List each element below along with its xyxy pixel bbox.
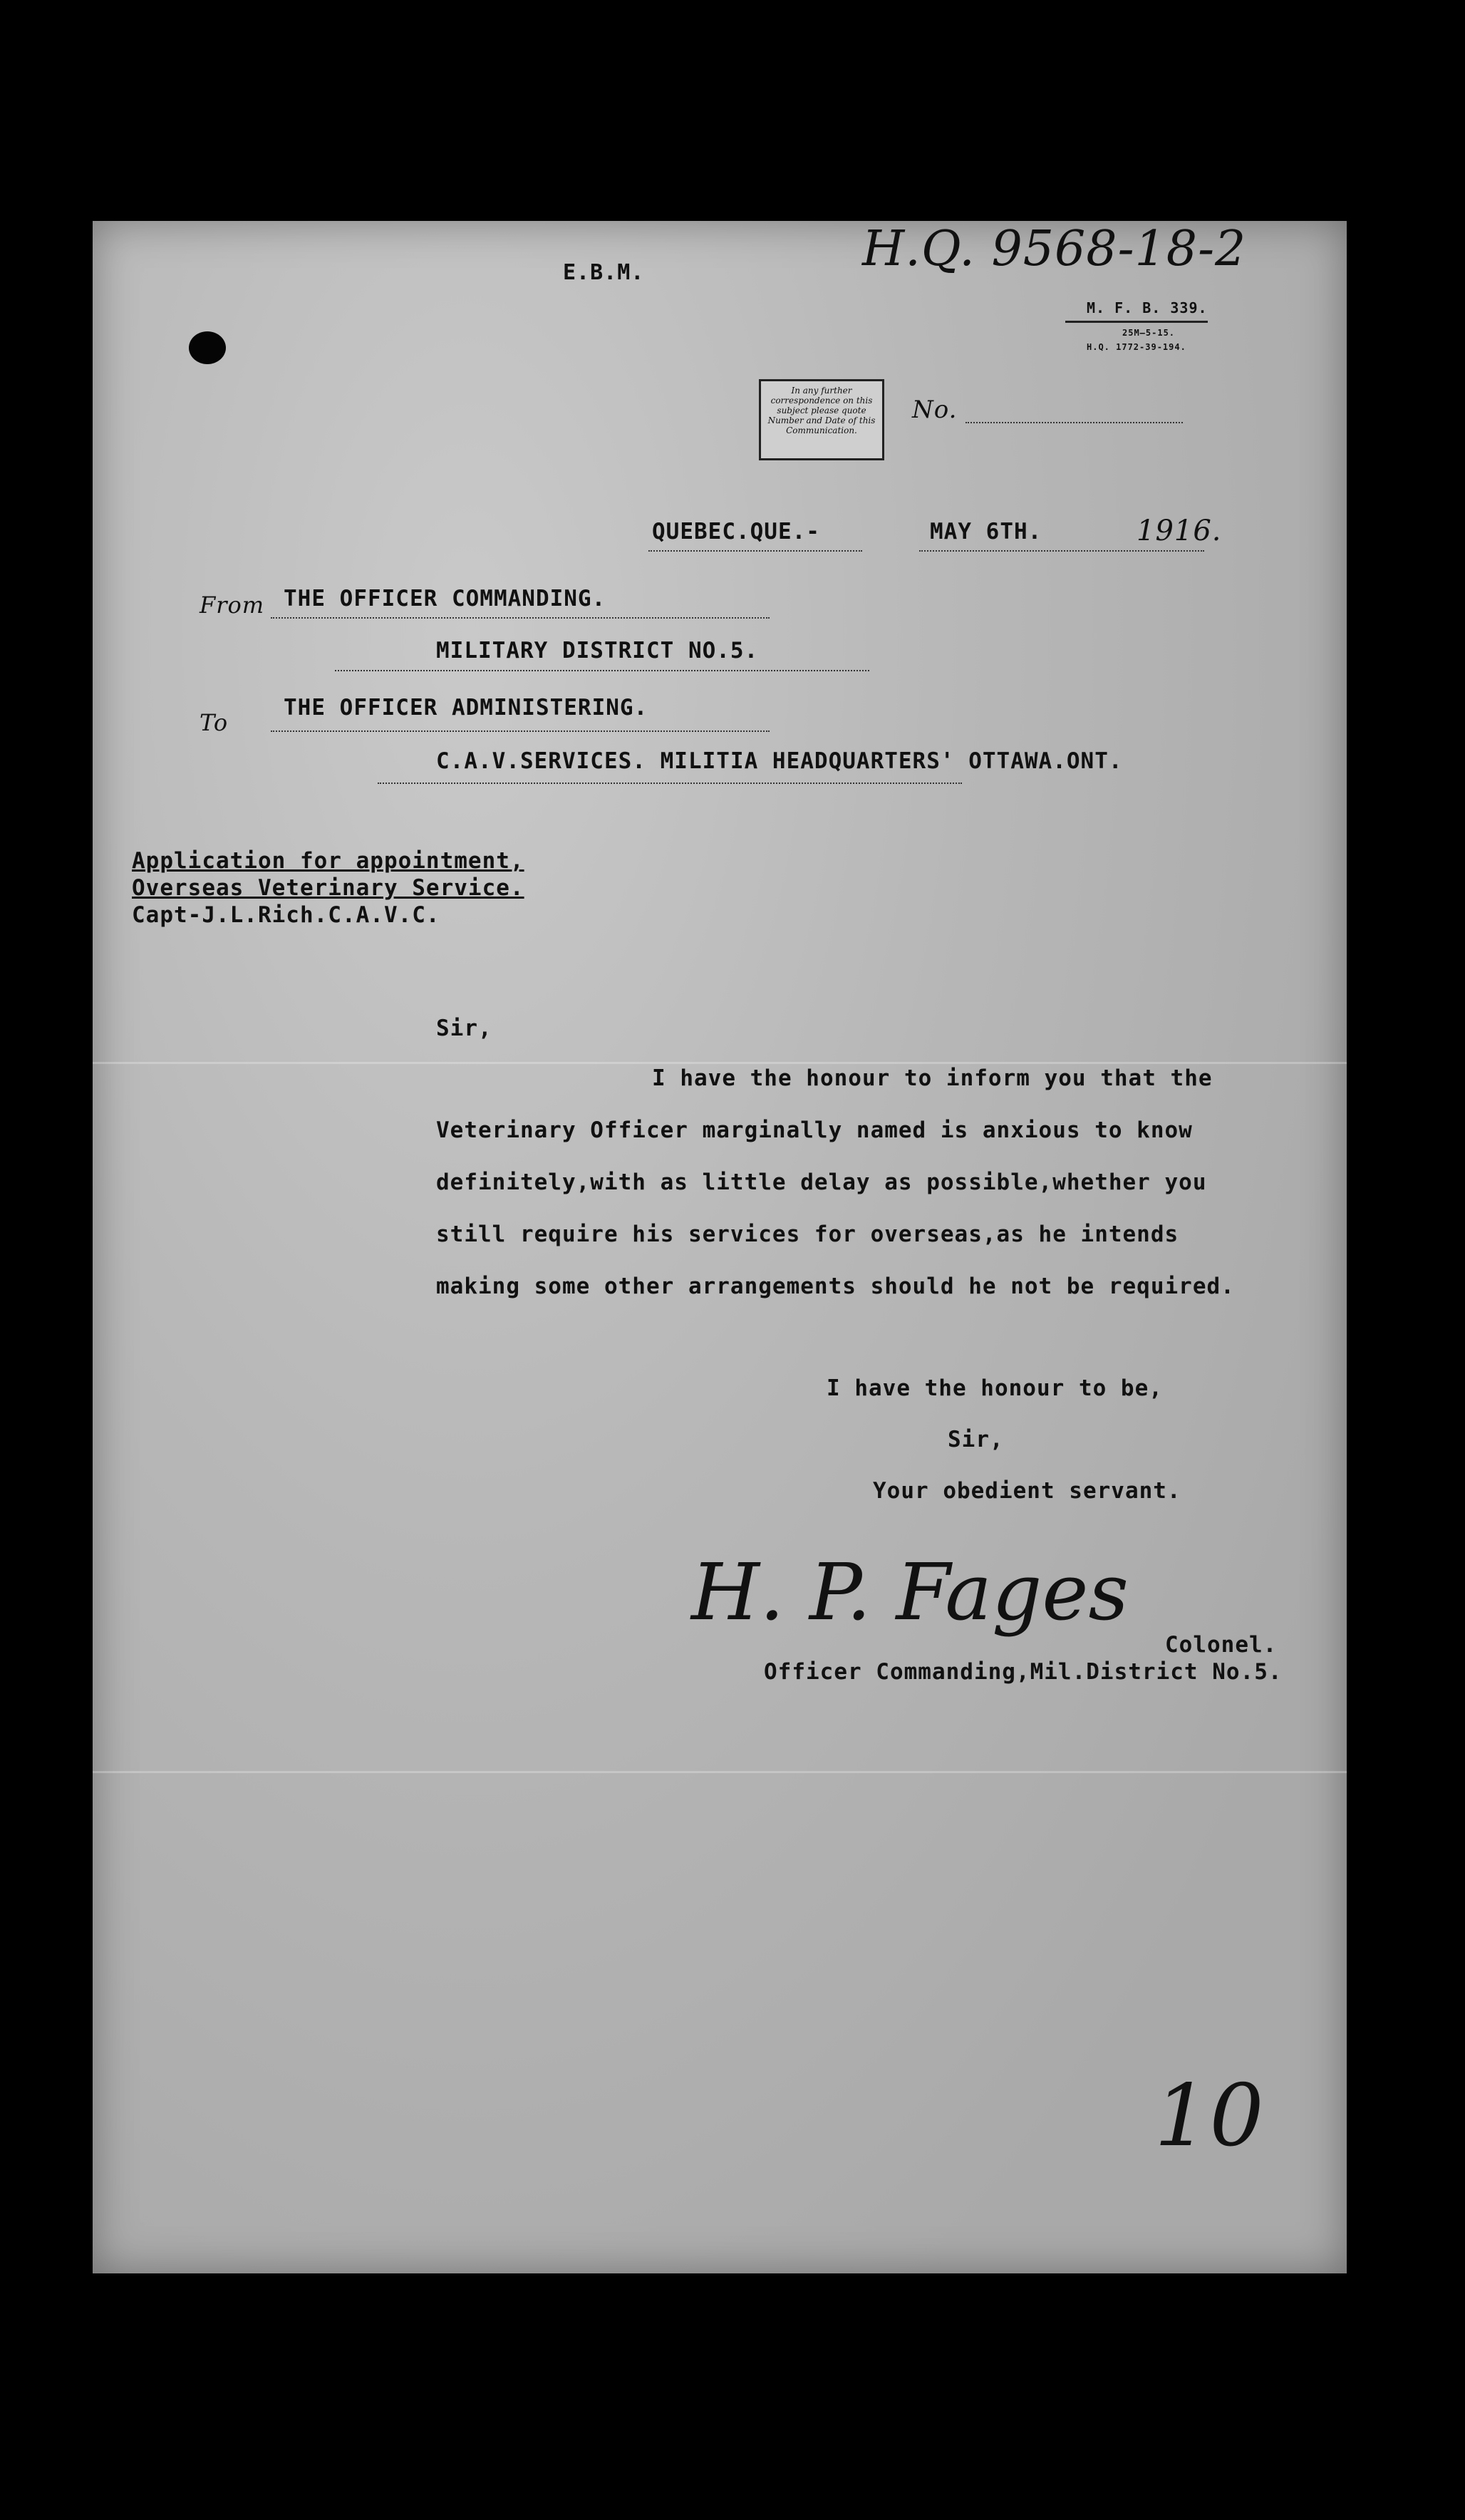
to-label: To — [200, 709, 229, 736]
body-line: making some other arrangements should he not be required. — [436, 1274, 1235, 1299]
closing-line-1: I have the honour to be, — [827, 1375, 1163, 1401]
year: 1916. — [1137, 515, 1222, 547]
handwritten-signature: H. P. Fages — [691, 1546, 1129, 1638]
number-label: No. — [912, 396, 958, 424]
to-line-2: C.A.V.SERVICES. MILITIA HEADQUARTERS' OTTAWA.ONT. — [436, 748, 1123, 774]
scan-band — [93, 1062, 1347, 1064]
file-code: E.B.M. — [563, 260, 645, 285]
scan-band — [93, 1771, 1347, 1773]
signer-rank: Colonel. — [1165, 1632, 1278, 1658]
from-label: From — [200, 592, 265, 619]
subject-line-3: Capt-J.L.Rich.C.A.V.C. — [132, 902, 440, 928]
closing-line-2: Sir, — [948, 1427, 1004, 1452]
reference-stamp: In any further correspondence on this subject please quote Number and Date of this Communication. — [759, 379, 884, 460]
handwritten-file-number: H.Q. 9568-18-2 — [862, 221, 1247, 277]
punch-hole — [189, 331, 226, 364]
subject-line-1: Application for appointment, — [132, 848, 524, 874]
closing-line-3: Your obedient servant. — [873, 1478, 1181, 1504]
date-rule — [919, 550, 1204, 552]
signer-title: Officer Commanding,Mil.District No.5. — [764, 1659, 1283, 1685]
from-line-2: MILITARY DISTRICT NO.5. — [436, 638, 759, 663]
to-rule — [271, 730, 770, 732]
to-line-1: THE OFFICER ADMINISTERING. — [284, 695, 648, 721]
date: MAY 6TH. — [930, 519, 1042, 544]
from-rule — [335, 670, 869, 671]
place: QUEBEC.QUE.- — [652, 519, 820, 544]
document-page — [93, 221, 1347, 2273]
from-rule — [271, 617, 770, 619]
form-subcode: H.Q. 1772-39-194. — [1087, 342, 1186, 352]
body-line: definitely,with as little delay as possible,whether you — [436, 1169, 1207, 1195]
body-line: still require his services for overseas,as he intends — [436, 1222, 1179, 1247]
subject-line-2: Overseas Veterinary Service. — [132, 875, 524, 901]
from-line-1: THE OFFICER COMMANDING. — [284, 586, 606, 611]
form-rule — [1065, 321, 1208, 323]
form-subcode: 25M—5-15. — [1122, 328, 1176, 338]
number-field — [966, 422, 1183, 423]
form-number: M. F. B. 339. — [1087, 299, 1208, 316]
body-line: I have the honour to inform you that the — [652, 1065, 1213, 1091]
to-rule — [378, 783, 962, 784]
page-mark: 10 — [1154, 2067, 1265, 2166]
salutation: Sir, — [436, 1016, 492, 1041]
body-line: Veterinary Officer marginally named is anxious to know — [436, 1117, 1193, 1143]
place-rule — [648, 550, 862, 552]
